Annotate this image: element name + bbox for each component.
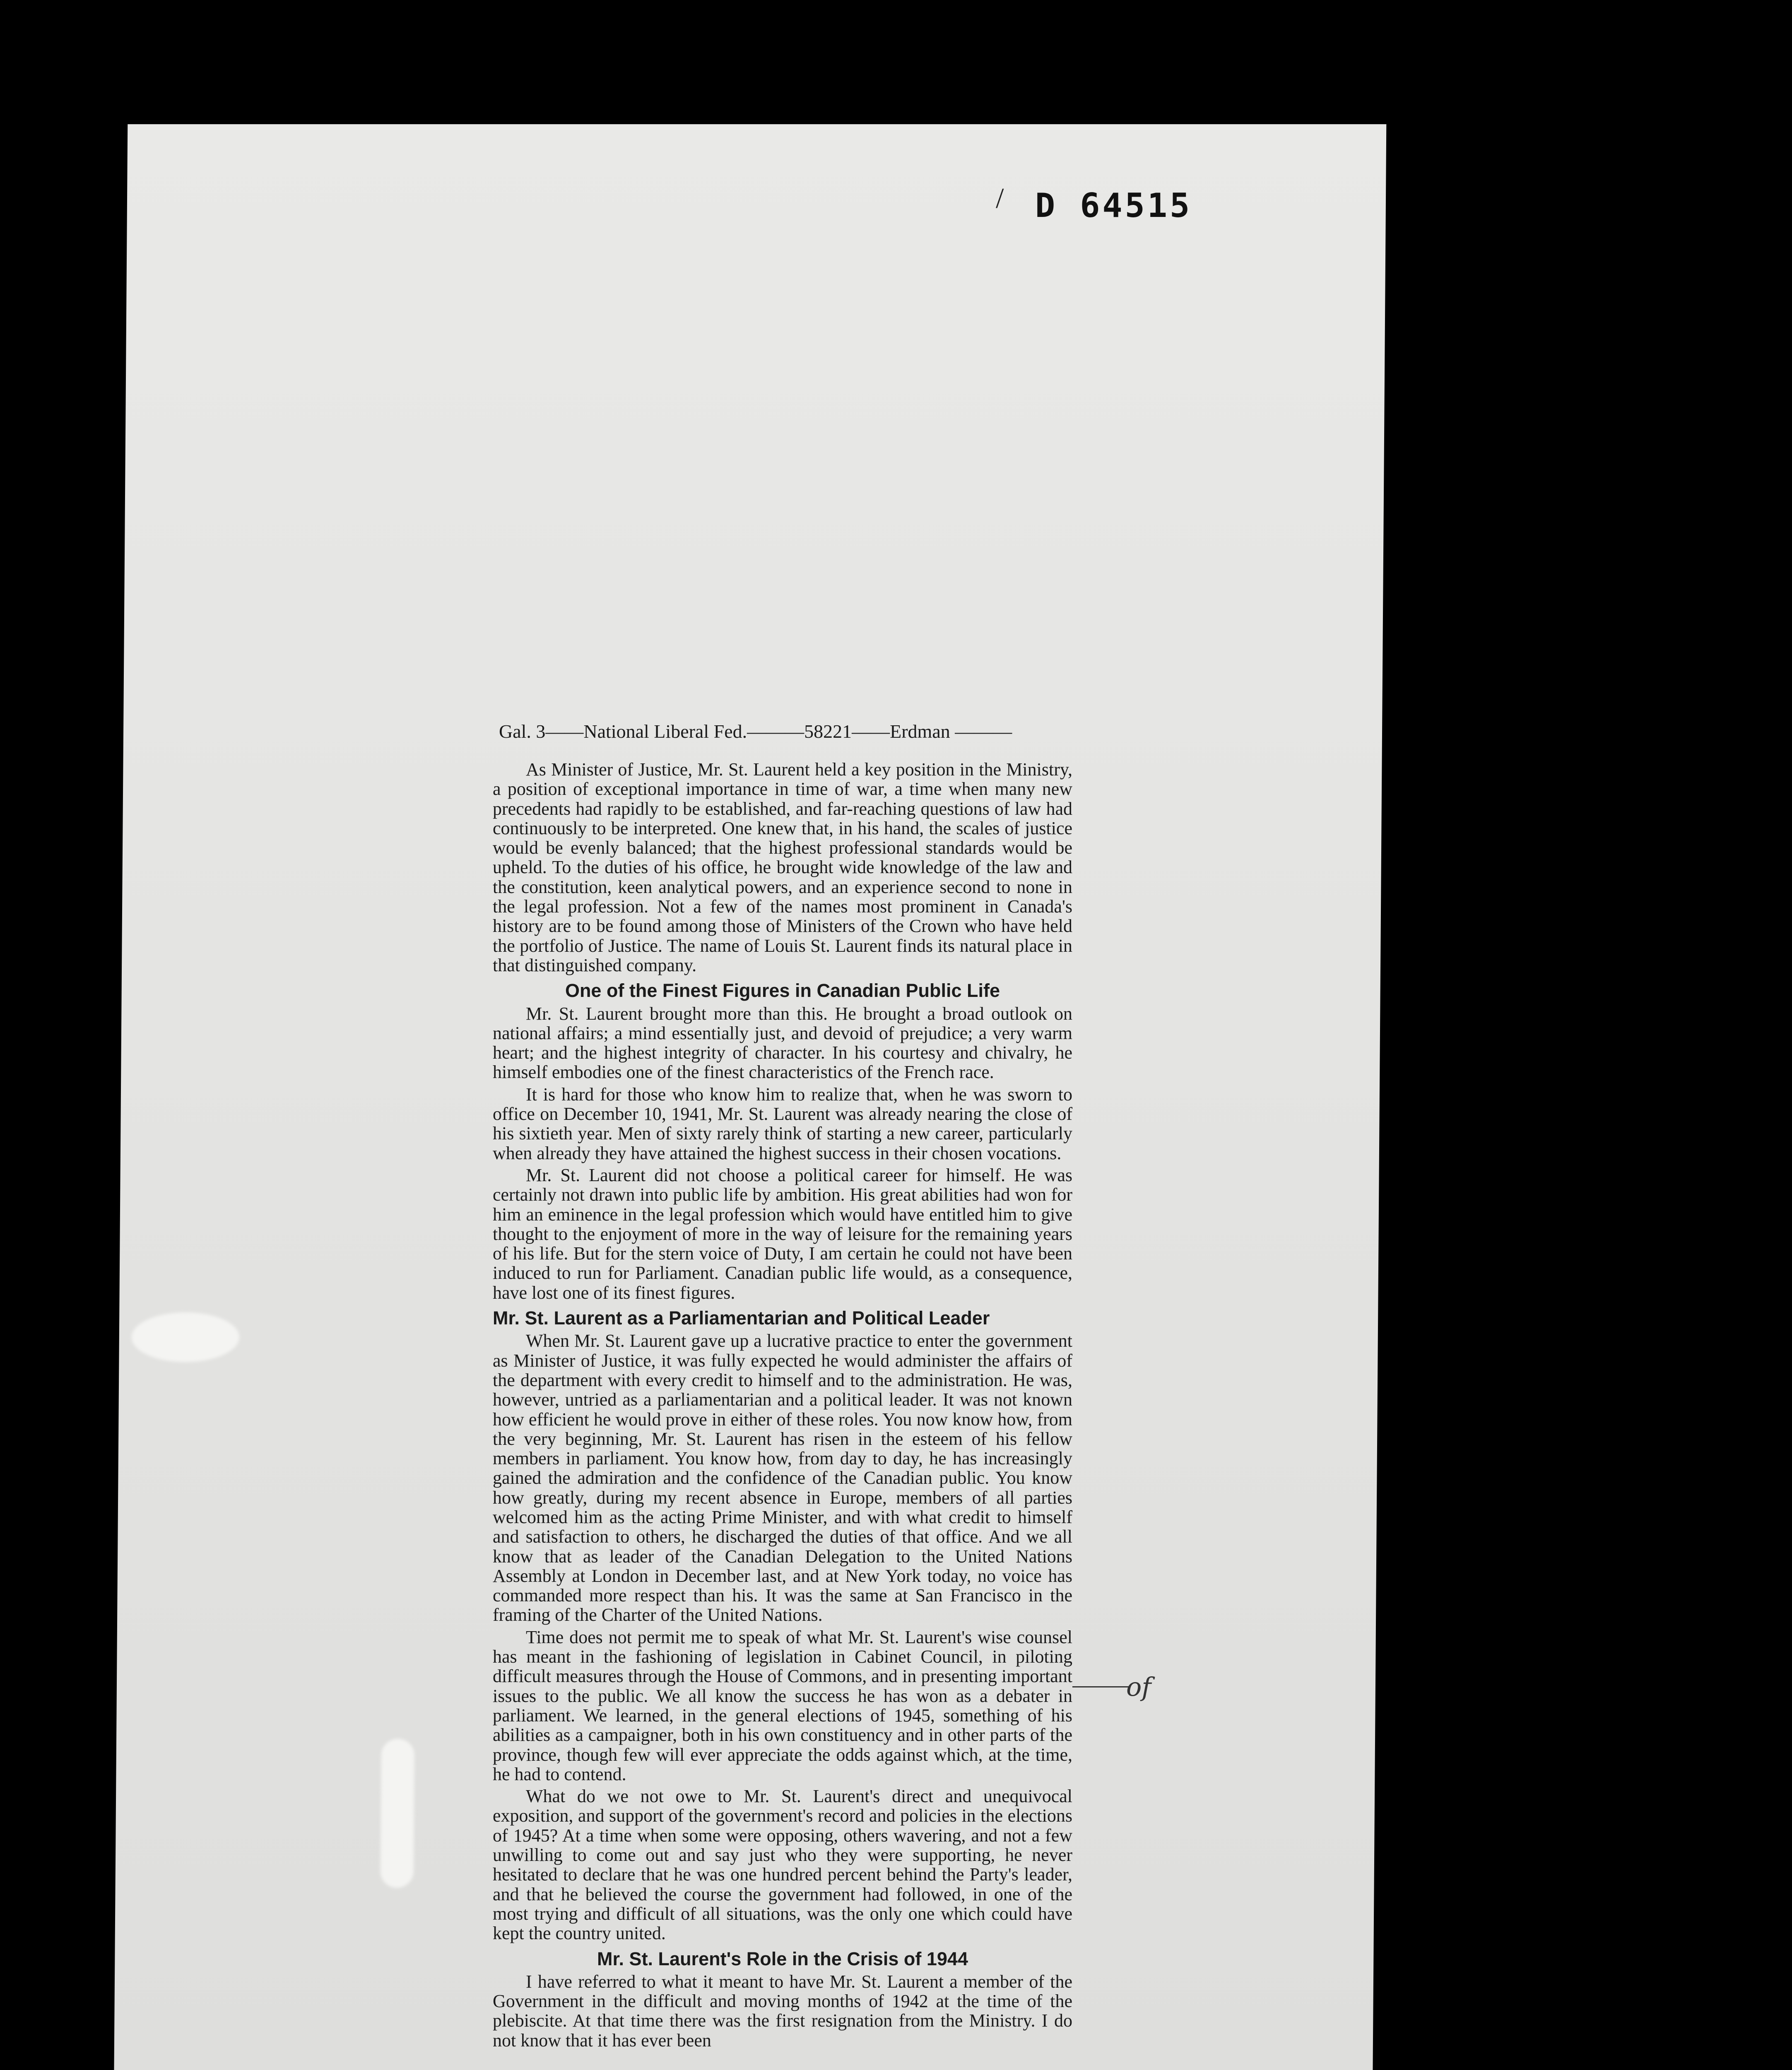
text-column xyxy=(493,760,1072,2053)
section-heading: Mr. St. Laurent as a Parliamentarian and Political Leader xyxy=(493,1307,990,1329)
galley-header: Gal. 3——National Liberal Fed.———58221——Erdman ——— xyxy=(499,721,1012,742)
paragraph: Time does not permit me to speak of what Mr. St. Laurent's wise counsel has meant in the fashioning of legislation in Cabinet Council, in piloting difficult measures through the House of Commons, and in presenting important issues to the public. We all know the success he has won as a debater in parliament. We learned, in the general elections of 1945, something of his abilities as a campaigner, both in his own constituency and in other parts of the province, though few will ever appreciate the odds against which, at the time, he had to contend. xyxy=(493,1627,1072,1784)
document-id-stamp: D 64515 xyxy=(1035,186,1192,225)
paper-blemish xyxy=(381,1739,415,1888)
paragraph: What do we not owe to Mr. St. Laurent's direct and unequivocal exposition, and support of the government's record and policies in the elections of 1945? At a time when some were opposing, others wavering, and not a few unwilling to come out and say just who they were supporting, he never hesitated to declare that he was one hundred percent behind the Party's leader, and that he believed the course the government had followed, in one of the most trying and difficult of all situations, was the only one which could have kept the country united. xyxy=(493,1786,1072,1944)
margin-correction-note: of xyxy=(1126,1672,1151,1702)
paragraph: It is hard for those who know him to realize that, when he was sworn to office on December 10, 1941, Mr. St. Laurent was already nearing the close of his sixtieth year. Men of sixty rarely think of starting a new career, particularly when already they have attained the highest success in their chosen vocations. xyxy=(493,1084,1072,1163)
paper-blemish xyxy=(131,1312,239,1362)
paragraph: Mr. St. Laurent brought more than this. He brought a broad outlook on national affairs; a mind essentially just, and devoid of prejudice; a very warm heart; and the highest integrity of character. In his courtesy and chivalry, he himself embodies one of the finest characteristics of the French race. xyxy=(493,1003,1072,1083)
paragraph: Mr. St. Laurent did not choose a political career for himself. He was certainly not drawn into public life by ambition. His great abilities had won for him an eminence in the legal profession which would have entitled him to give thought to the enjoyment of more in the way of leisure for the remaining years of his life. But for the stern voice of Duty, I am certain he could not have been induced to run for Parliament. Canadian public life would, as a consequence, have lost one of its finest figures. xyxy=(493,1165,1072,1303)
pencil-tick-mark: / xyxy=(996,183,1004,214)
section-heading: Mr. St. Laurent's Role in the Crisis of 1944 xyxy=(597,1948,968,1969)
paragraph: I have referred to what it meant to have Mr. St. Laurent a member of the Government in the difficult and moving months of 1942 at the time of the plebiscite. At that time there was the first resignation from the Ministry. I do not know that it has ever been xyxy=(493,1971,1072,2051)
paragraph: When Mr. St. Laurent gave up a lucrative practice to enter the government as Minister of Justice, it was fully expected he would administer the affairs of the department with every credit to himself and to the administration. He was, however, untried as a parliamentarian and a political leader. It was not known how efficient he would prove in either of these roles. You now know how, from the very beginning, Mr. St. Laurent has risen in the esteem of his fellow members in parliament. You know how, from day to day, he has increasingly gained the admiration and the confidence of the Canadian public. You know how greatly, during my recent absence in Europe, members of all parties welcomed him as the acting Prime Minister, and with what credit to himself and satisfaction to others, he discharged the duties of that office. And we all know that as leader of the Canadian Delegation to the United Nations Assembly at London in December last, and at New York today, no voice has commanded more respect than his. It was the same at San Francisco in the framing of the Charter of the United Nations. xyxy=(493,1331,1072,1625)
margin-correction-line xyxy=(1072,1686,1130,1687)
section-heading: One of the Finest Figures in Canadian Public Life xyxy=(565,980,1000,1001)
paragraph: As Minister of Justice, Mr. St. Laurent held a key position in the Ministry, a position of exceptional importance in time of war, a time when many new precedents had rapidly to be established, and far-reaching questions of law had continuously to be interpreted. One knew that, in his hand, the scales of justice would be evenly balanced; that the highest professional standards would be upheld. To the duties of his office, he brought wide knowledge of the law and the constitution, keen analytical powers, and an experience second to none in the legal profession. Not a few of the names most prominent in Canada's history are to be found among those of Ministers of the Crown who have held the portfolio of Justice. The name of Louis St. Laurent finds its natural place in that distinguished company. xyxy=(493,759,1072,975)
